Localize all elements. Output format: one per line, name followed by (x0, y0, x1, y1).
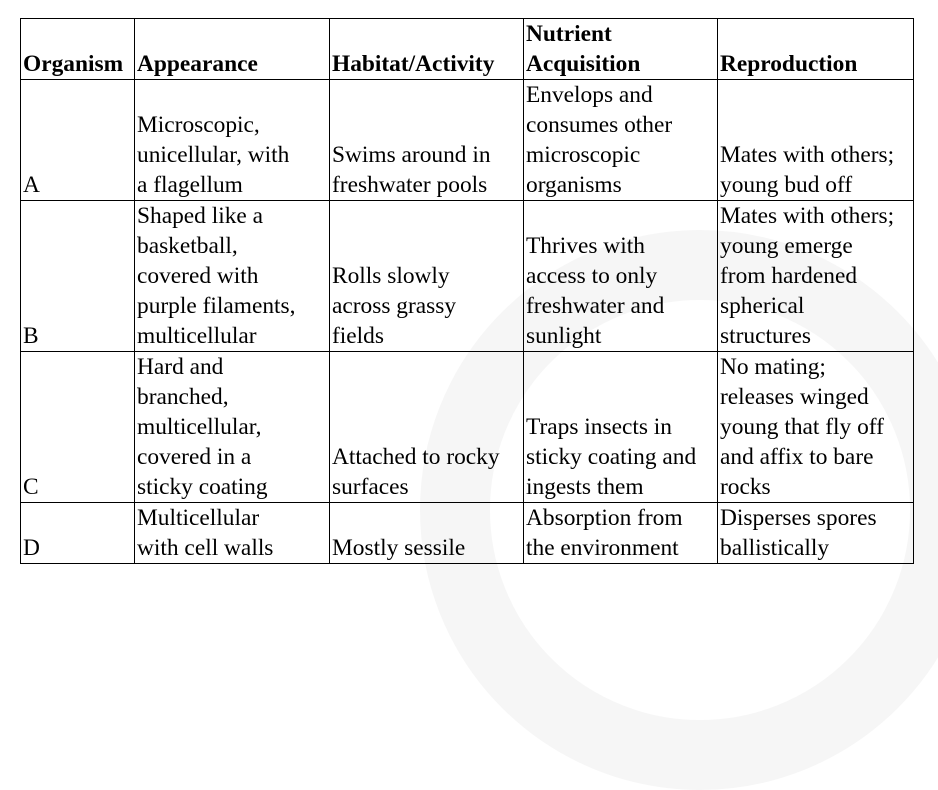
header-reproduction: Reproduction (718, 19, 914, 80)
table-row-b (21, 201, 914, 352)
cell-appearance: Shaped like a basketball, covered with purple filaments, multicellular (135, 201, 330, 352)
cell-nutrient: Traps insects in sticky coating and ingests them (524, 352, 718, 503)
cell-appearance: Multicellular with cell walls (135, 503, 330, 564)
organism-comparison-table (20, 18, 914, 564)
cell-reproduction: Disperses spores ballistically (718, 503, 914, 564)
header-nutrient-acquisition: Nutrient Acquisition (524, 19, 718, 80)
cell-habitat: Rolls slowly across grassy fields (330, 201, 524, 352)
table-row-c (21, 352, 914, 503)
header-organism: Organism (21, 19, 135, 80)
cell-reproduction: Mates with others; young bud off (718, 80, 914, 201)
table-row-d (21, 503, 914, 564)
cell-organism: D (21, 503, 135, 564)
cell-nutrient: Envelops and consumes other microscopic organisms (524, 80, 718, 201)
cell-organism: B (21, 201, 135, 352)
cell-habitat: Attached to rocky surfaces (330, 352, 524, 503)
table-row-a (21, 80, 914, 201)
header-habitat-activity: Habitat/Activity (330, 19, 524, 80)
cell-nutrient: Thrives with access to only freshwater and sunlight (524, 201, 718, 352)
cell-organism: C (21, 352, 135, 503)
header-row (21, 19, 914, 80)
cell-appearance: Microscopic, unicellular, with a flagellum (135, 80, 330, 201)
cell-reproduction: No mating; releases winged young that fly off and affix to bare rocks (718, 352, 914, 503)
cell-appearance: Hard and branched, multicellular, covered in a sticky coating (135, 352, 330, 503)
cell-nutrient: Absorption from the environment (524, 503, 718, 564)
cell-habitat: Swims around in freshwater pools (330, 80, 524, 201)
cell-reproduction: Mates with others; young emerge from hardened spherical structures (718, 201, 914, 352)
cell-organism: A (21, 80, 135, 201)
header-appearance: Appearance (135, 19, 330, 80)
cell-habitat: Mostly sessile (330, 503, 524, 564)
